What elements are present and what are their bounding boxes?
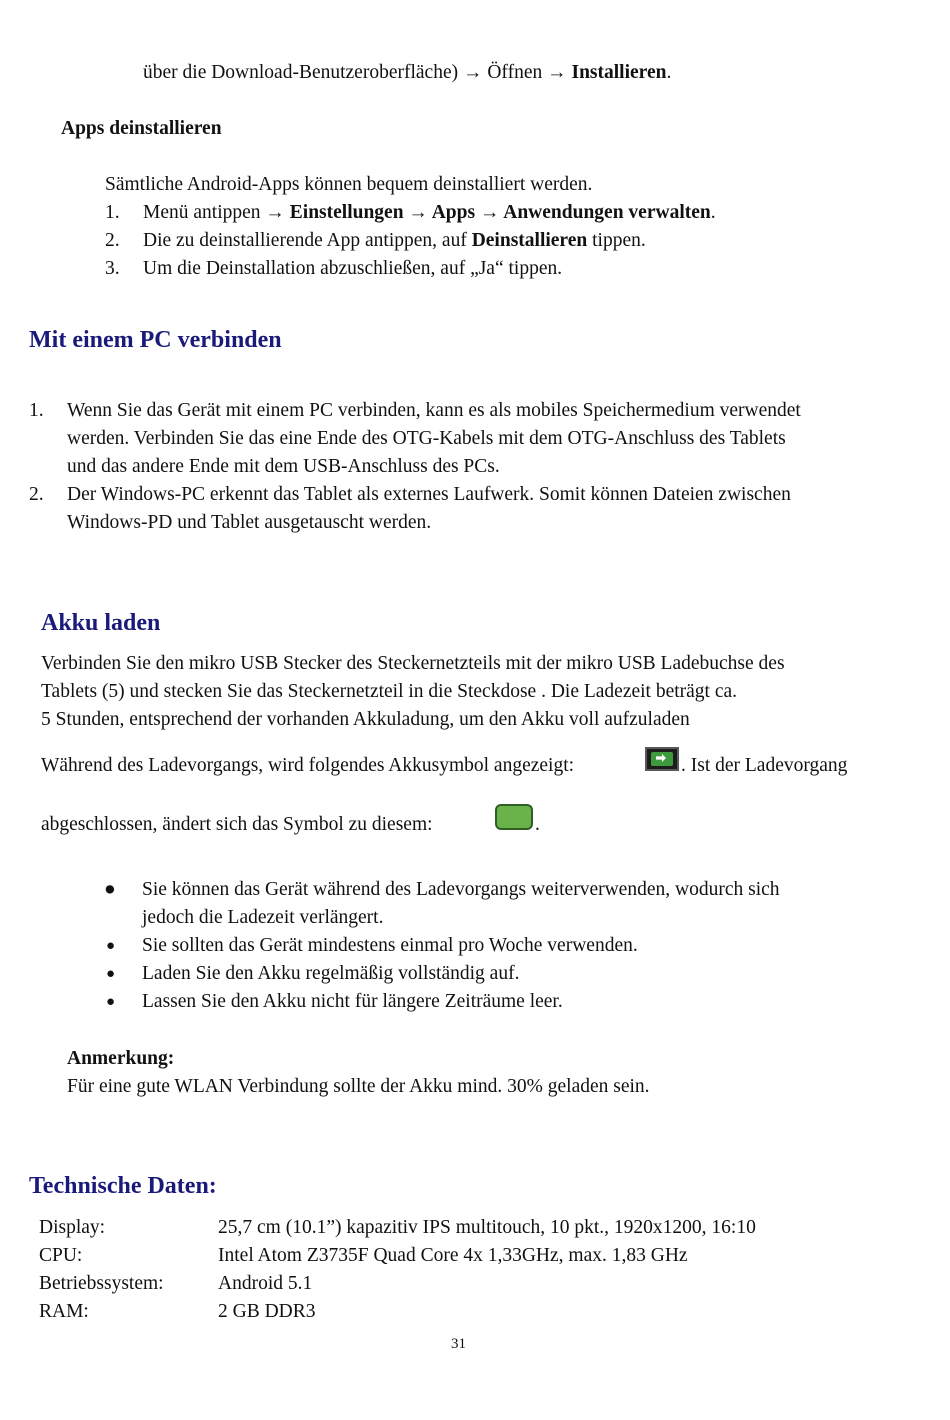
spec-label: RAM: <box>39 1301 89 1322</box>
battery-paragraph-line: Tablets (5) und stecken Sie das Steckernetzteil in die Steckdose . Die Ladezeit beträgt ca. <box>41 681 738 702</box>
bullet-icon: ● <box>106 966 116 982</box>
note-text: Für eine gute WLAN Verbindung sollte der Akku mind. 30% geladen sein. <box>67 1076 650 1097</box>
pc-item-line: werden. Verbinden Sie das eine Ende des OTG-Kabels mit dem OTG-Anschluss des Tablets <box>67 428 786 449</box>
spec-label: Betriebssystem: <box>39 1273 164 1294</box>
bullet-line: Lassen Sie den Akku nicht für längere Zeiträume leer. <box>142 991 563 1012</box>
bullet-line: Sie können das Gerät während des Ladevorgangs weiterverwenden, wodurch sich <box>142 879 780 900</box>
spec-value: 2 GB DDR3 <box>218 1301 316 1322</box>
spec-value: 25,7 cm (10.1”) kapazitiv IPS multitouch, 10 pkt., 1920x1200, 16:10 <box>218 1217 756 1238</box>
pc-item-number: 2. <box>29 484 44 505</box>
done-symbol-after: . <box>535 814 540 835</box>
pc-item-line: Wenn Sie das Gerät mit einem PC verbinden, kann es als mobiles Speichermedium verwendet <box>67 400 801 421</box>
spec-value: Intel Atom Z3735F Quad Core 4x 1,33GHz, max. 1,83 GHz <box>218 1245 688 1266</box>
page-number: 31 <box>451 1336 466 1352</box>
bullet-line: jedoch die Ladezeit verlängert. <box>142 907 384 928</box>
battery-full-icon <box>495 804 533 837</box>
battery-charging-icon <box>645 747 679 777</box>
pc-connect-heading: Mit einem PC verbinden <box>29 327 282 353</box>
pc-item-line: Windows-PD und Tablet ausgetauscht werden. <box>67 512 432 533</box>
uninstall-step: 1. Menü antippen → Einstellungen → Apps → Anwendungen verwalten. <box>105 202 716 223</box>
apps-uninstall-heading: Apps deinstallieren <box>61 118 222 139</box>
charging-symbol-line: Während des Ladevorgangs, wird folgendes Akkusymbol angezeigt: <box>41 755 575 776</box>
pc-item-number: 1. <box>29 400 44 421</box>
uninstall-step: 3. Um die Deinstallation abzuschließen, auf „Ja“ tippen. <box>105 258 563 279</box>
battery-paragraph-line: Verbinden Sie den mikro USB Stecker des Steckernetzteils mit der mikro USB Ladebuchse des <box>41 653 785 674</box>
spec-label: CPU: <box>39 1245 83 1266</box>
done-symbol-line: abgeschlossen, ändert sich das Symbol zu diesem: <box>41 814 433 835</box>
pc-item-line: Der Windows-PC erkennt das Tablet als externes Laufwerk. Somit können Dateien zwischen <box>67 484 791 505</box>
install-line: über die Download-Benutzeroberfläche) → Öffnen → Installieren. <box>143 62 672 83</box>
bullet-line: Laden Sie den Akku regelmäßig vollständig auf. <box>142 963 520 984</box>
bullet-icon: ● <box>106 938 116 954</box>
charging-symbol-after: . Ist der Ladevorgang <box>681 755 848 776</box>
bullet-icon: ● <box>106 994 116 1010</box>
uninstall-step: 2. Die zu deinstallierende App antippen, auf Deinstallieren tippen. <box>105 230 646 251</box>
bullet-line: Sie sollten das Gerät mindestens einmal pro Woche verwenden. <box>142 935 638 956</box>
battery-heading: Akku laden <box>41 610 161 636</box>
spec-label: Display: <box>39 1217 106 1238</box>
spec-value: Android 5.1 <box>218 1273 313 1294</box>
apps-uninstall-intro: Sämtliche Android-Apps können bequem deinstalliert werden. <box>105 174 593 195</box>
specs-heading: Technische Daten: <box>29 1173 217 1199</box>
bullet-icon: ● <box>104 879 116 900</box>
note-heading: Anmerkung: <box>67 1048 175 1069</box>
pc-item-line: und das andere Ende mit dem USB-Anschluss des PCs. <box>67 456 500 477</box>
battery-paragraph-line: 5 Stunden, entsprechend der vorhanden Akkuladung, um den Akku voll aufzuladen <box>41 709 690 730</box>
